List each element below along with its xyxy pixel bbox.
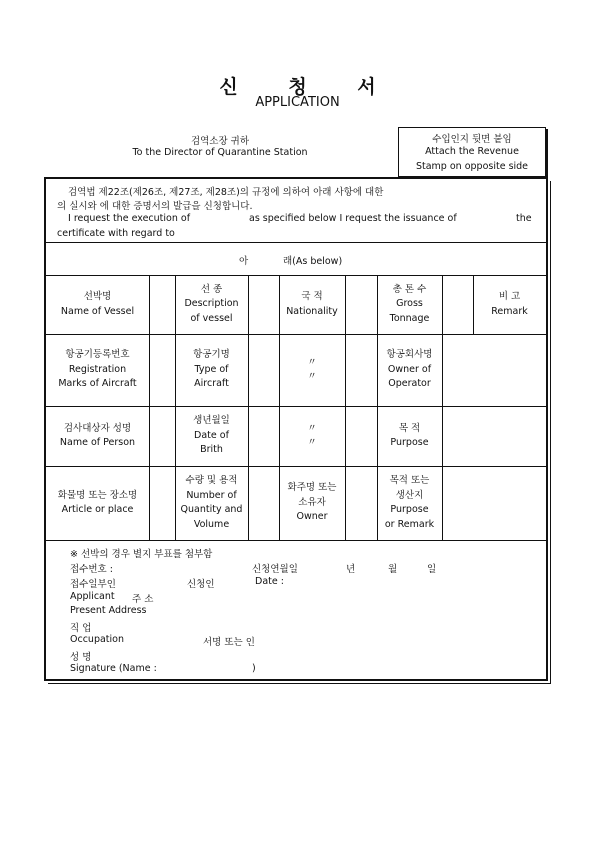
ditto-mark: 〃 〃 <box>307 356 317 382</box>
nationality-label: 국 적 Nationality <box>286 291 338 317</box>
address-korean: 주 소 <box>132 594 154 605</box>
purpose-label: 목 적 Purpose <box>390 422 429 448</box>
title-english: APPLICATION <box>255 95 340 110</box>
stamp-english-2: Stamp on opposite side <box>415 161 529 172</box>
column-divider <box>442 275 443 540</box>
year-label: 년 <box>346 564 356 575</box>
intro-korean-1: 검역법 제22조(제26조, 제27조, 제28조)의 규정에 의하여 아래 사항에 대한 <box>68 187 384 198</box>
intro-english-2: certificate with regard to <box>57 228 175 239</box>
title-korean: 신 청 서 <box>219 76 398 98</box>
receipt-number-label: 접수번호 : <box>70 564 113 575</box>
stamp-english-1: Attach the Revenue <box>425 146 519 157</box>
owner-label: 화주명 또는 소유자 Owner <box>287 482 337 523</box>
occupation-label: Occupation <box>70 634 124 645</box>
remark-label: 비 고 Remark <box>491 291 528 317</box>
day-label: 일 <box>427 564 437 575</box>
aircraft-registration-label: 항공기등록번호 Registration Marks of Aircraft <box>58 349 137 390</box>
ditto-mark: 〃 〃 <box>307 422 317 448</box>
as-below-korean: 아 <box>239 256 249 267</box>
date-english: Date : <box>255 576 284 587</box>
vessel-name-label: 선박명 Name of Vessel <box>60 291 135 317</box>
divider <box>46 540 546 541</box>
aircraft-type-label: 항공기명 Type of Aircraft <box>193 349 230 390</box>
article-place-label: 화물명 또는 장소명 Article or place <box>57 489 138 515</box>
purpose-origin-label: 목적 또는 생산지 Purpose or Remark <box>384 475 435 530</box>
addressee-english: To the Director of Quarantine Station <box>132 147 308 158</box>
as-below-label: 래(As below) <box>283 256 343 267</box>
signature-label: Signature (Name : <box>70 663 157 674</box>
column-divider <box>345 275 346 540</box>
vessel-description-label: 선 종 Description of vessel <box>184 283 239 324</box>
intro-english-1a: I request the execution of <box>68 213 191 224</box>
intro-english-1b: as specified below I request the issuance of <box>249 213 457 224</box>
sign-or-seal-label: 서명 또는 인 <box>203 637 255 648</box>
column-divider <box>149 275 150 540</box>
stamp-korean: 수입인지 뒷면 붙임 <box>432 134 512 145</box>
receipt-date-stamp-label: 접수일부인 <box>70 579 116 590</box>
date-of-birth-label: 생년월일 Date of Brith <box>193 415 230 456</box>
intro-korean-2: 의 실시와 에 대한 증명서의 발급을 신청합니다. <box>57 201 253 212</box>
application-date-label: 신청연월일 <box>252 564 298 575</box>
addressee-korean: 검역소장 귀하 <box>190 136 250 147</box>
name-korean: 성 명 <box>70 652 92 663</box>
person-name-label: 검사대상자 성명 Name of Person <box>59 422 136 448</box>
attachment-note: ※ 선박의 경우 별지 부표를 첨부함 <box>70 549 213 560</box>
revenue-stamp-box <box>398 127 546 177</box>
signature-close-paren: ) <box>252 663 256 674</box>
airline-operator-label: 항공회사명 Owner of Operator <box>386 349 433 390</box>
intro-english-1c: the <box>516 213 532 224</box>
column-divider <box>248 275 249 540</box>
occupation-korean: 직 업 <box>70 623 92 634</box>
application-form <box>44 177 548 681</box>
applicant-korean: 신청인 <box>187 579 215 590</box>
gross-tonnage-label: 총 톤 수 Gross Tonnage <box>389 283 430 324</box>
applicant-english: Applicant <box>70 591 115 602</box>
divider <box>46 242 546 243</box>
month-label: 월 <box>388 564 398 575</box>
present-address-label: Present Address <box>70 605 147 616</box>
quantity-volume-label: 수량 및 용적 Number of Quantity and Volume <box>180 475 243 530</box>
